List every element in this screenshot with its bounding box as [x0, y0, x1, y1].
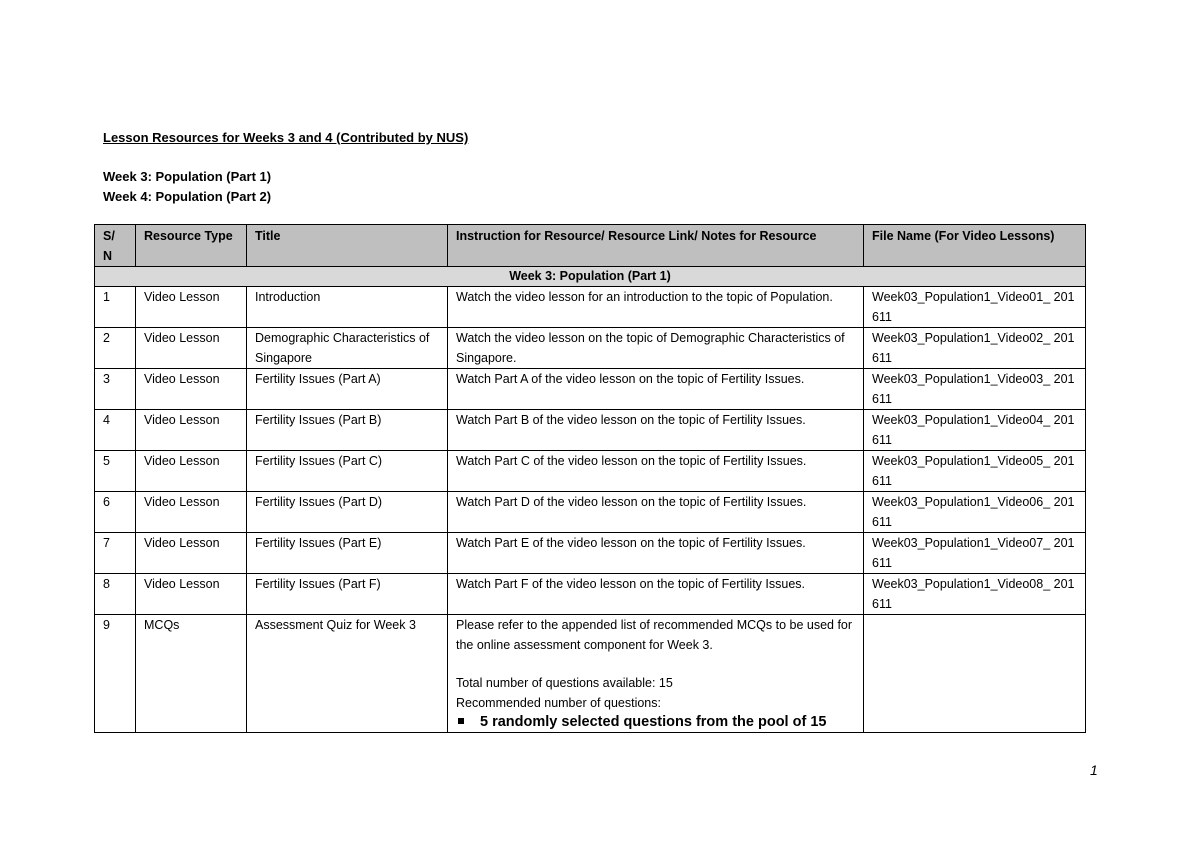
header-sn: S/ N — [95, 225, 136, 267]
row-file: Week03_Population1_Video04_ 201611 — [864, 410, 1086, 451]
row-sn: 4 — [95, 410, 136, 451]
recommended-questions-text: Recommended number of questions: — [456, 695, 661, 710]
section-heading: Week 3: Population (Part 1) — [95, 267, 1086, 287]
row-title: Demographic Characteristics of Singapore — [247, 328, 448, 369]
row-title: Fertility Issues (Part B) — [247, 410, 448, 451]
row-title: Introduction — [247, 287, 448, 328]
row-instruction: Watch Part C of the video lesson on the topic of Fertility Issues. — [448, 451, 864, 492]
resource-table — [94, 224, 1086, 733]
mcq-instruction-text: Please refer to the appended list of recommended MCQs to be used for the online assessment component for Week 3. — [456, 618, 853, 652]
table-row — [95, 451, 1086, 492]
document-title: Lesson Resources for Weeks 3 and 4 (Contributed by NUS) — [103, 130, 469, 145]
header-title: Title — [247, 225, 448, 267]
header-file-name: File Name (For Video Lessons) — [864, 225, 1086, 267]
table-row — [95, 615, 1086, 733]
row-sn: 1 — [95, 287, 136, 328]
table-row — [95, 369, 1086, 410]
row-instruction: Watch the video lesson for an introduction to the topic of Population. — [448, 287, 864, 328]
row-instruction: Watch the video lesson on the topic of Demographic Characteristics of Singapore. — [448, 328, 864, 369]
bullet-text: 5 randomly selected questions from the pool of 15 — [480, 714, 827, 730]
row-type: Video Lesson — [136, 492, 247, 533]
row-file: Week03_Population1_Video06_ 201611 — [864, 492, 1086, 533]
row-instruction: Watch Part B of the video lesson on the topic of Fertility Issues. — [448, 410, 864, 451]
row-title: Fertility Issues (Part D) — [247, 492, 448, 533]
row-file: Week03_Population1_Video08_ 201611 — [864, 574, 1086, 615]
row-title: Fertility Issues (Part F) — [247, 574, 448, 615]
row-sn: 6 — [95, 492, 136, 533]
table-row — [95, 328, 1086, 369]
row-type: Video Lesson — [136, 533, 247, 574]
row-type: Video Lesson — [136, 287, 247, 328]
row-type: Video Lesson — [136, 574, 247, 615]
row-file: Week03_Population1_Video03_ 201611 — [864, 369, 1086, 410]
week-4-heading: Week 4: Population (Part 2) — [103, 189, 272, 204]
row-title: Assessment Quiz for Week 3 — [247, 615, 448, 733]
page-number: 1 — [1090, 762, 1098, 778]
row-instruction: Watch Part E of the video lesson on the topic of Fertility Issues. — [448, 533, 864, 574]
row-sn: 9 — [95, 615, 136, 733]
row-title: Fertility Issues (Part C) — [247, 451, 448, 492]
row-file: Week03_Population1_Video01_ 201611 — [864, 287, 1086, 328]
row-instruction: Watch Part A of the video lesson on the topic of Fertility Issues. — [448, 369, 864, 410]
row-instruction: Watch Part D of the video lesson on the topic of Fertility Issues. — [448, 492, 864, 533]
row-file — [864, 615, 1086, 733]
row-type: Video Lesson — [136, 410, 247, 451]
total-questions-text: Total number of questions available: 15 — [456, 676, 673, 690]
table-row — [95, 533, 1086, 574]
spacer — [456, 655, 855, 674]
row-file: Week03_Population1_Video02_ 201611 — [864, 328, 1086, 369]
square-bullet-icon — [458, 718, 464, 724]
row-type: Video Lesson — [136, 369, 247, 410]
bullet-item — [456, 713, 855, 732]
row-type: MCQs — [136, 615, 247, 733]
row-type: Video Lesson — [136, 451, 247, 492]
table-row — [95, 287, 1086, 328]
header-resource-type: Resource Type — [136, 225, 247, 267]
week-3-heading: Week 3: Population (Part 1) — [103, 169, 272, 184]
row-sn: 2 — [95, 328, 136, 369]
table-row — [95, 410, 1086, 451]
row-type: Video Lesson — [136, 328, 247, 369]
table-header-row — [95, 225, 1086, 267]
table-row — [95, 574, 1086, 615]
row-file: Week03_Population1_Video07_ 201611 — [864, 533, 1086, 574]
row-sn: 7 — [95, 533, 136, 574]
row-instruction: Watch Part F of the video lesson on the topic of Fertility Issues. — [448, 574, 864, 615]
row-sn: 5 — [95, 451, 136, 492]
row-title: Fertility Issues (Part A) — [247, 369, 448, 410]
row-file: Week03_Population1_Video05_ 201611 — [864, 451, 1086, 492]
header-instruction: Instruction for Resource/ Resource Link/ Notes for Resource — [448, 225, 864, 267]
row-sn: 8 — [95, 574, 136, 615]
table-row — [95, 492, 1086, 533]
row-instruction — [448, 615, 864, 733]
section-row — [95, 267, 1086, 287]
row-title: Fertility Issues (Part E) — [247, 533, 448, 574]
row-sn: 3 — [95, 369, 136, 410]
